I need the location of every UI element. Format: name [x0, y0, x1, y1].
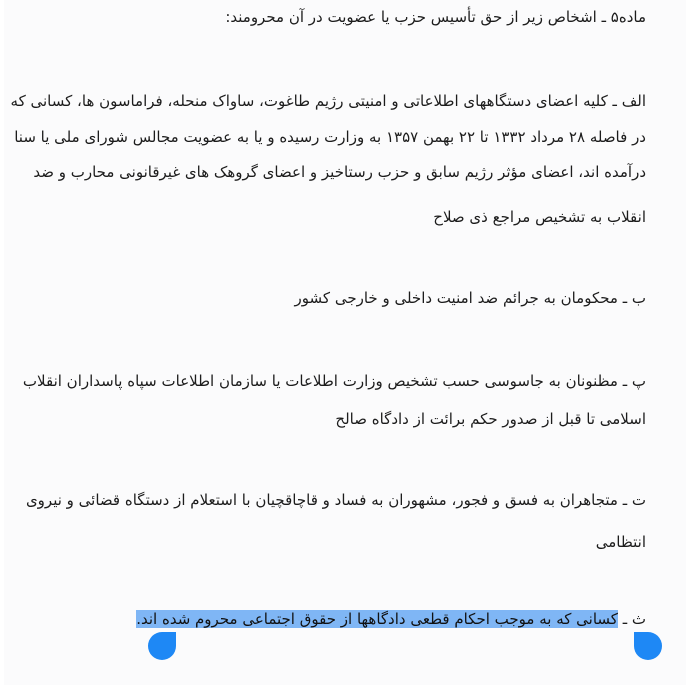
- clause-pe-line-1: پ ـ مظنونان به جاسوسی حسب تشخیص وزارت اطلاعات یا سازمان اطلاعات سپاه پاسداران انقلاب: [22, 372, 646, 390]
- clause-pe-line-2: اسلامی تا قبل از صدور حکم برائت از دادگاه صالح: [335, 410, 646, 428]
- clause-te-line-2: انتظامی: [595, 533, 646, 551]
- selection-start-handle-icon[interactable]: [634, 632, 662, 660]
- clause-se-line[interactable]: [136, 606, 646, 632]
- clause-alef-line-2: در فاصله ۲۸ مرداد ۱۳۳۲ تا ۲۲ بهمن ۱۳۵۷ به وزارت رسیده و یا به عضویت مجالس شورای ملی یا سنا: [14, 128, 646, 146]
- document-page: [4, 0, 686, 685]
- clause-te-line-1: ت ـ متجاهران به فسق و فجور، مشهوران به فساد و قاچاقچیان با استعلام از دستگاه قضائی و نیروی: [25, 491, 646, 509]
- clause-alef-line-3: درآمده اند، اعضای مؤثر رژیم سابق و حزب رستاخیز و اعضای گروهک های غیرقانونی محارب و ضد: [33, 163, 646, 181]
- clause-alef-line-1: الف ـ کلیه اعضای دستگاههای اطلاعاتی و امنیتی رژیم طاغوت، ساواک منحله، فراماسون ها، کسانی که: [10, 92, 646, 110]
- clause-be-line-1: ب ـ محکومان به جرائم ضد امنیت داخلی و خارجی کشور: [294, 289, 646, 307]
- article-heading: ماده۵ ـ اشخاص زیر از حق تأسیس حزب یا عضویت در آن محرومند:: [225, 8, 646, 26]
- selected-text[interactable]: کسانی که به موجب احکام قطعی دادگاهها از حقوق اجتماعی محروم شده اند.: [136, 610, 618, 628]
- selection-end-handle-icon[interactable]: [148, 632, 176, 660]
- clause-se-prefix: ث ـ: [617, 610, 646, 628]
- clause-alef-line-4: انقلاب به تشخیص مراجع ذی صلاح: [433, 208, 646, 226]
